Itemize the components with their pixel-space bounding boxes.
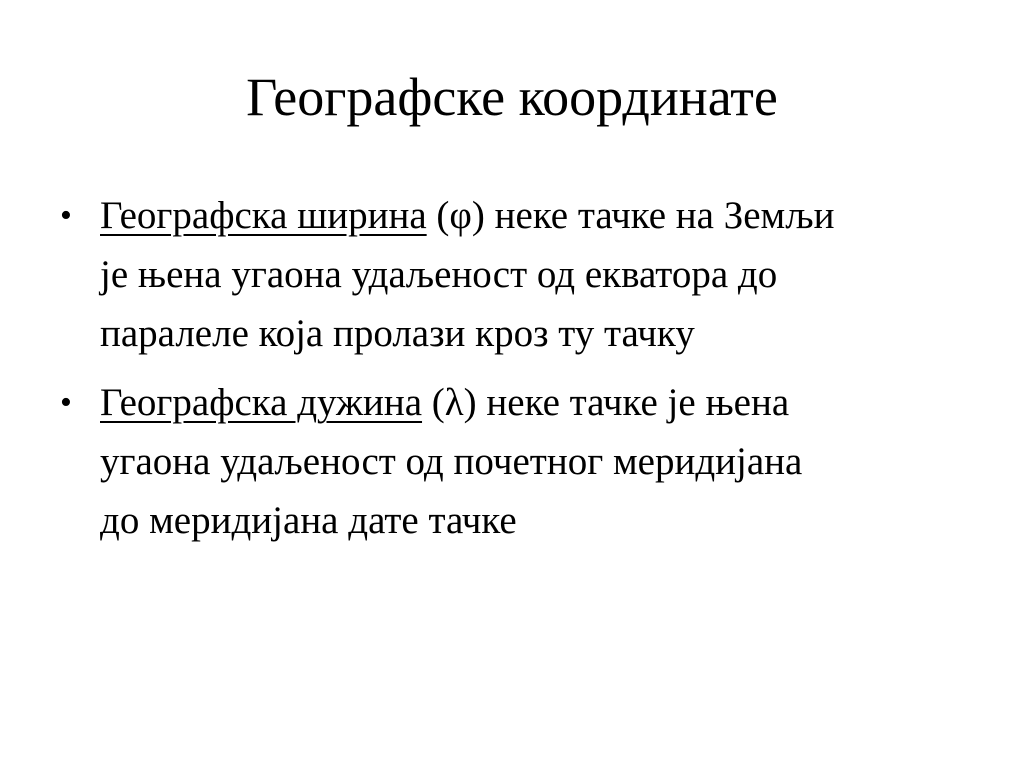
- bullet-line: је њена угаона удаљеност од екватора до: [100, 253, 778, 296]
- term-longitude: Географска дужина: [100, 381, 423, 424]
- bullet-marker: •: [60, 197, 72, 234]
- bullet-marker: •: [60, 384, 72, 421]
- bullet-line: [100, 186, 986, 245]
- bullet-line: паралеле која пролази кроз ту тачку: [100, 312, 695, 355]
- term-latitude: Географска ширина: [100, 194, 427, 237]
- slide-title: Географске координате: [246, 67, 778, 127]
- bullet-line: до меридијана дате тачке: [100, 499, 517, 542]
- bullet-line: [100, 373, 986, 432]
- bullet-longitude: [56, 373, 986, 550]
- bullet-text: (φ) неке тачке на Земљи: [426, 194, 835, 237]
- bullet-list: [56, 186, 986, 550]
- bullet-latitude: [56, 186, 986, 363]
- bullet-line: угаона удаљеност од почетног меридијана: [100, 440, 803, 483]
- bullet-text: (λ) неке тачке је њена: [422, 381, 790, 424]
